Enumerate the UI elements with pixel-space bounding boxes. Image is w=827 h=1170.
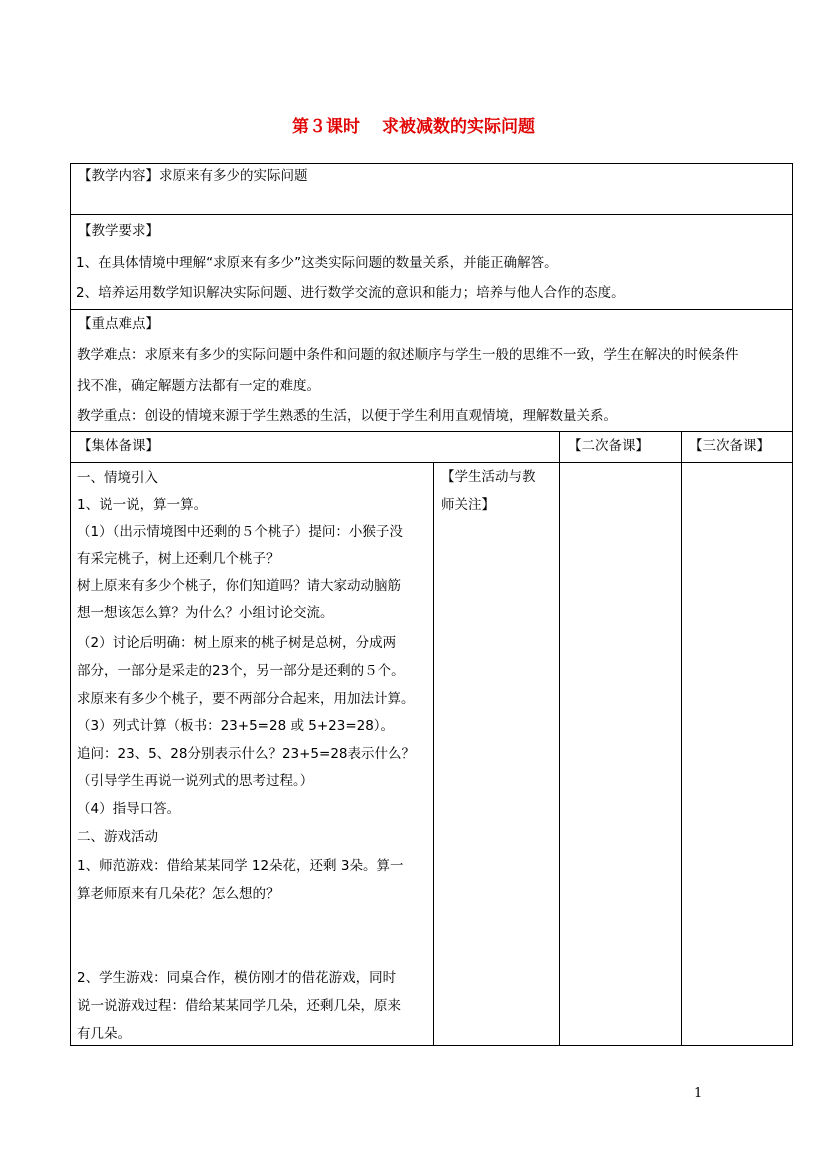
lesson-line: 一、情境引入 [77,470,158,486]
lesson-line: 部分，一部分是采走的23个，另一部分是还剩的５个。 [77,663,405,679]
lesson-line: 有几朵。 [77,1026,131,1042]
third-body-cell [681,462,793,1046]
requirement-item: 1、在具体情境中理解“求原来有多少”这类实际问题的数量关系，并能正确解答。 [76,255,558,271]
student-activity-cell [433,462,560,1046]
second-body-cell [559,462,682,1046]
collective-label: 【集体备课】 [78,438,159,454]
student-activity-label: 师关注】 [441,497,495,513]
lesson-line: 有采完桃子，树上还剩几个桃子？ [77,551,280,567]
lesson-line: 2、学生游戏：同桌合作，模仿刚才的借花游戏，同时 [77,970,397,986]
lesson-topic: 求被减数的实际问题 [382,117,535,137]
lesson-line: （引导学生再说一说列式的思考过程。） [77,773,314,789]
lesson-line: 1、师范游戏：借给某某同学 12朵花，还剩 3朵。算一 [77,858,404,874]
lesson-line: 求原来有多少个桃子，要不两部分合起来，用加法计算。 [77,691,415,707]
lesson-line: 树上原来有多少个桃子，你们知道吗？请大家动动脑筋 [77,578,401,594]
lesson-line: 想一想该怎么算？为什么？小组讨论交流。 [77,605,334,621]
key-point-text: 教学重点：创设的情境来源于学生熟悉的生活，以便于学生利用直观情境，理解数量关系。 [77,408,617,424]
content-label: 【教学内容】求原来有多少的实际问题 [78,168,308,184]
requirement-item: 2、培养运用数学知识解决实际问题、进行数学交流的意识和能力；培养与他人合作的态度。 [76,285,625,301]
lesson-number: 第３课时 [292,117,360,137]
lesson-line: （3）列式计算（板书：23+5=28 或 5+23=28）。 [77,718,395,734]
student-activity-label: 【学生活动与教 [441,469,536,485]
lesson-line: （2）讨论后明确：树上原来的桃子树是总树，分成两 [77,635,397,651]
page-title [0,112,827,137]
third-label: 【三次备课】 [689,438,770,454]
lesson-line: （4）指导口答。 [77,801,181,817]
difficulty-text: 教学难点：求原来有多少的实际问题中条件和问题的叙述顺序与学生一般的思维不一致，学生在解决的时候条件 [77,347,739,363]
lesson-line: 二、游戏活动 [77,829,158,845]
second-label: 【二次备课】 [568,438,649,454]
page-number: 1 [694,1086,703,1101]
lesson-line: 追问：23、5、28分别表示什么？23+5=28表示什么？ [77,746,416,762]
lesson-line: 1、说一说，算一算。 [77,497,208,513]
lesson-line: 算老师原来有几朵花？怎么想的？ [77,886,280,902]
difficulty-text: 找不准，确定解题方法都有一定的难度。 [77,378,320,394]
lesson-line: （1）（出示情境图中还剩的５个桃子）提问：小猴子没 [77,524,403,540]
requirements-label: 【教学要求】 [78,223,159,239]
key-points-label: 【重点难点】 [78,316,159,332]
lesson-line: 说一说游戏过程：借给某某同学几朵，还剩几朵，原来 [77,998,401,1014]
